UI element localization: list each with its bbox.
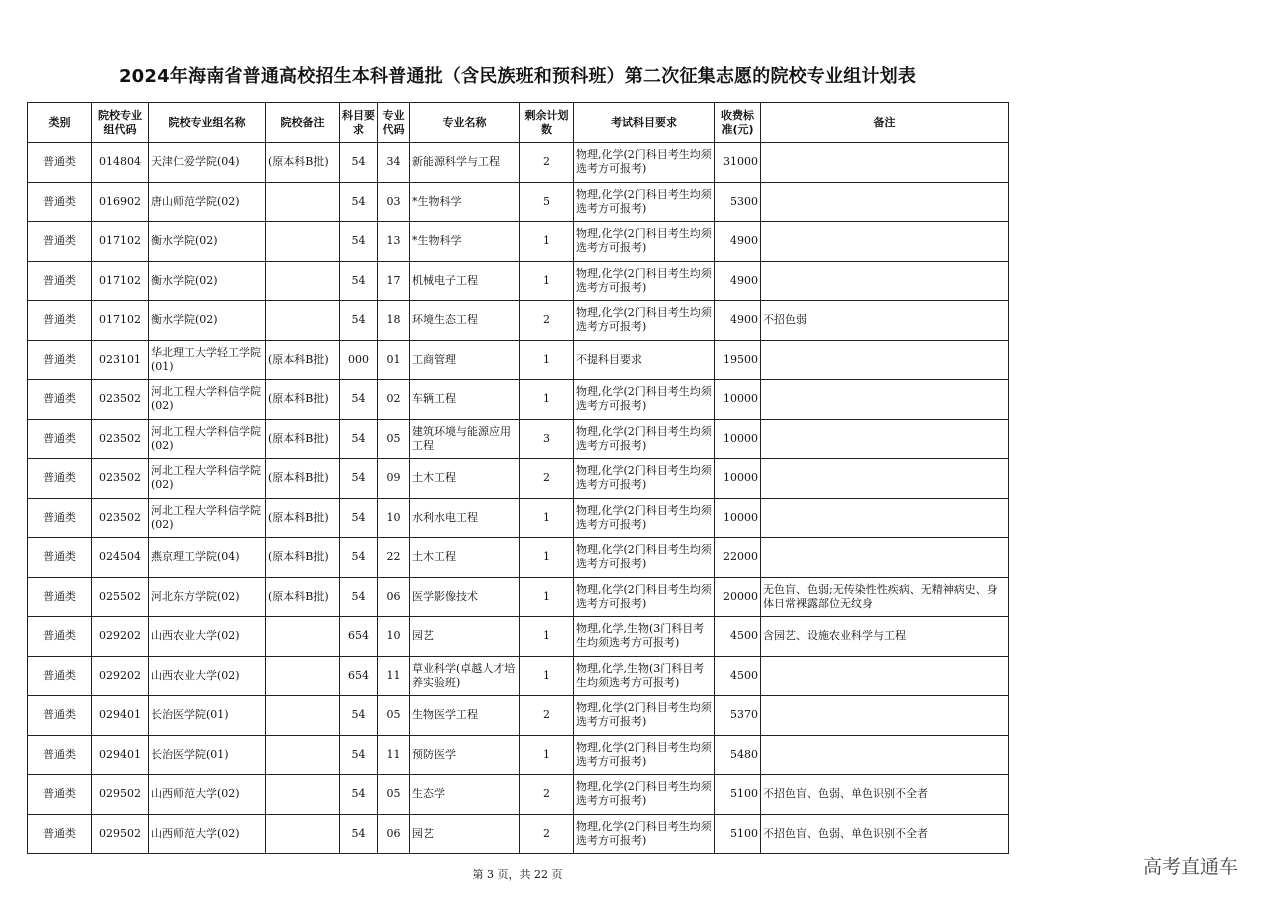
cell-major-code: 11	[378, 735, 410, 775]
table-body	[28, 143, 1009, 854]
cell-major-code: 02	[378, 380, 410, 420]
cell-group-code: 014804	[92, 143, 149, 183]
cell-group-name: 华北理工大学轻工学院(01)	[149, 340, 266, 380]
cell-fee: 4500	[715, 617, 761, 657]
cell-exam-req: 物理,化学(2门科目考生均须选考方可报考)	[574, 261, 715, 301]
cell-remaining: 2	[520, 459, 574, 499]
cell-category: 普通类	[28, 459, 92, 499]
cell-subject-req: 54	[340, 775, 378, 815]
cell-major-name: 水利水电工程	[410, 498, 520, 538]
cell-major-name: 生态学	[410, 775, 520, 815]
cell-group-code: 029502	[92, 814, 149, 854]
cell-subject-req: 654	[340, 617, 378, 657]
header-group-code: 院校专业组代码	[92, 103, 149, 143]
cell-major-code: 10	[378, 498, 410, 538]
cell-group-code: 029202	[92, 617, 149, 657]
page-title: 2024年海南省普通高校招生本科普通批（含民族班和预科班）第二次征集志愿的院校专业组计划表	[118, 66, 917, 87]
cell-major-name: 园艺	[410, 617, 520, 657]
cell-major-code: 22	[378, 538, 410, 578]
cell-subject-req: 54	[340, 696, 378, 736]
cell-remaining: 1	[520, 340, 574, 380]
cell-major-name: 工商管理	[410, 340, 520, 380]
cell-fee: 4500	[715, 656, 761, 696]
cell-exam-req: 物理,化学(2门科目考生均须选考方可报考)	[574, 735, 715, 775]
cell-remark	[761, 459, 1009, 499]
cell-remaining: 5	[520, 182, 574, 222]
cell-school-note	[266, 301, 340, 341]
cell-subject-req: 54	[340, 498, 378, 538]
cell-group-name: 山西农业大学(02)	[149, 617, 266, 657]
cell-major-code: 05	[378, 775, 410, 815]
cell-category: 普通类	[28, 735, 92, 775]
cell-remaining: 1	[520, 380, 574, 420]
cell-group-code: 023502	[92, 498, 149, 538]
cell-group-code: 017102	[92, 301, 149, 341]
cell-group-code: 023101	[92, 340, 149, 380]
cell-remaining: 2	[520, 775, 574, 815]
cell-exam-req: 物理,化学,生物(3门科目考生均须选考方可报考)	[574, 617, 715, 657]
cell-group-code: 017102	[92, 261, 149, 301]
cell-category: 普通类	[28, 696, 92, 736]
cell-group-name: 河北东方学院(02)	[149, 577, 266, 617]
cell-subject-req: 54	[340, 814, 378, 854]
cell-group-code: 023502	[92, 459, 149, 499]
cell-major-code: 09	[378, 459, 410, 499]
cell-major-name: 园艺	[410, 814, 520, 854]
cell-remaining: 2	[520, 814, 574, 854]
table-row	[28, 301, 1009, 341]
cell-group-code: 029202	[92, 656, 149, 696]
plan-table	[27, 102, 1009, 854]
header-major-name: 专业名称	[410, 103, 520, 143]
cell-subject-req: 000	[340, 340, 378, 380]
cell-fee: 31000	[715, 143, 761, 183]
cell-group-name: 河北工程大学科信学院(02)	[149, 498, 266, 538]
cell-category: 普通类	[28, 498, 92, 538]
cell-remark	[761, 735, 1009, 775]
cell-subject-req: 54	[340, 301, 378, 341]
header-group-name: 院校专业组名称	[149, 103, 266, 143]
cell-fee: 5300	[715, 182, 761, 222]
cell-major-code: 05	[378, 419, 410, 459]
table-row	[28, 459, 1009, 499]
cell-major-code: 18	[378, 301, 410, 341]
cell-remark	[761, 419, 1009, 459]
cell-category: 普通类	[28, 656, 92, 696]
cell-fee: 4900	[715, 261, 761, 301]
cell-fee: 4900	[715, 301, 761, 341]
cell-remark	[761, 340, 1009, 380]
cell-exam-req: 物理,化学(2门科目考生均须选考方可报考)	[574, 380, 715, 420]
cell-category: 普通类	[28, 419, 92, 459]
cell-remaining: 1	[520, 656, 574, 696]
cell-remaining: 1	[520, 617, 574, 657]
cell-fee: 5480	[715, 735, 761, 775]
cell-group-name: 长治医学院(01)	[149, 735, 266, 775]
table-row	[28, 617, 1009, 657]
cell-group-name: 唐山师范学院(02)	[149, 182, 266, 222]
cell-remaining: 2	[520, 143, 574, 183]
cell-remark	[761, 498, 1009, 538]
cell-category: 普通类	[28, 222, 92, 262]
cell-school-note: (原本科B批)	[266, 340, 340, 380]
cell-remaining: 1	[520, 735, 574, 775]
cell-major-name: 生物医学工程	[410, 696, 520, 736]
cell-remaining: 1	[520, 538, 574, 578]
cell-group-name: 山西农业大学(02)	[149, 656, 266, 696]
cell-remaining: 3	[520, 419, 574, 459]
cell-group-code: 024504	[92, 538, 149, 578]
cell-subject-req: 54	[340, 577, 378, 617]
cell-exam-req: 物理,化学(2门科目考生均须选考方可报考)	[574, 419, 715, 459]
cell-remark	[761, 143, 1009, 183]
cell-major-code: 03	[378, 182, 410, 222]
table-row	[28, 380, 1009, 420]
cell-school-note: (原本科B批)	[266, 538, 340, 578]
header-exam-req: 考试科目要求	[574, 103, 715, 143]
cell-fee: 10000	[715, 380, 761, 420]
cell-exam-req: 物理,化学(2门科目考生均须选考方可报考)	[574, 301, 715, 341]
cell-group-code: 023502	[92, 419, 149, 459]
cell-fee: 20000	[715, 577, 761, 617]
table-row	[28, 735, 1009, 775]
cell-exam-req: 物理,化学(2门科目考生均须选考方可报考)	[574, 814, 715, 854]
header-remark: 备注	[761, 103, 1009, 143]
cell-fee: 10000	[715, 459, 761, 499]
cell-exam-req: 物理,化学(2门科目考生均须选考方可报考)	[574, 538, 715, 578]
cell-major-code: 11	[378, 656, 410, 696]
cell-school-note: (原本科B批)	[266, 419, 340, 459]
cell-remark	[761, 261, 1009, 301]
cell-major-code: 34	[378, 143, 410, 183]
cell-subject-req: 54	[340, 182, 378, 222]
cell-major-name: 环境生态工程	[410, 301, 520, 341]
cell-subject-req: 54	[340, 735, 378, 775]
cell-group-name: 山西师范大学(02)	[149, 775, 266, 815]
cell-school-note	[266, 222, 340, 262]
table-row	[28, 577, 1009, 617]
cell-remark: 不招色盲、色弱、单色识别不全者	[761, 775, 1009, 815]
table-row	[28, 696, 1009, 736]
cell-major-code: 05	[378, 696, 410, 736]
cell-major-name: 土木工程	[410, 459, 520, 499]
cell-major-code: 01	[378, 340, 410, 380]
cell-school-note	[266, 261, 340, 301]
cell-group-code: 025502	[92, 577, 149, 617]
cell-group-name: 河北工程大学科信学院(02)	[149, 459, 266, 499]
cell-major-code: 06	[378, 814, 410, 854]
cell-category: 普通类	[28, 301, 92, 341]
cell-major-name: 土木工程	[410, 538, 520, 578]
header-school-note: 院校备注	[266, 103, 340, 143]
cell-exam-req: 物理,化学,生物(3门科目考生均须选考方可报考)	[574, 656, 715, 696]
cell-school-note	[266, 696, 340, 736]
cell-remark: 不招色盲、色弱、单色识别不全者	[761, 814, 1009, 854]
table-row	[28, 419, 1009, 459]
cell-fee: 10000	[715, 419, 761, 459]
cell-school-note	[266, 735, 340, 775]
cell-fee: 4900	[715, 222, 761, 262]
cell-category: 普通类	[28, 143, 92, 183]
cell-major-code: 10	[378, 617, 410, 657]
table-row	[28, 182, 1009, 222]
cell-group-code: 029502	[92, 775, 149, 815]
cell-subject-req: 54	[340, 143, 378, 183]
cell-school-note	[266, 814, 340, 854]
cell-group-name: 长治医学院(01)	[149, 696, 266, 736]
cell-group-code: 029401	[92, 735, 149, 775]
cell-group-code: 017102	[92, 222, 149, 262]
header-remaining: 剩余计划数	[520, 103, 574, 143]
table-row	[28, 656, 1009, 696]
cell-school-note	[266, 617, 340, 657]
cell-group-name: 衡水学院(02)	[149, 301, 266, 341]
table-row	[28, 538, 1009, 578]
header-fee: 收费标准(元)	[715, 103, 761, 143]
cell-major-name: 草业科学(卓越人才培养实验班)	[410, 656, 520, 696]
cell-fee: 5100	[715, 814, 761, 854]
cell-school-note	[266, 775, 340, 815]
cell-major-name: 新能源科学与工程	[410, 143, 520, 183]
cell-fee: 5100	[715, 775, 761, 815]
watermark: 高考直通车	[1143, 856, 1239, 878]
cell-school-note	[266, 182, 340, 222]
cell-subject-req: 654	[340, 656, 378, 696]
cell-exam-req: 物理,化学(2门科目考生均须选考方可报考)	[574, 182, 715, 222]
cell-remaining: 2	[520, 696, 574, 736]
cell-exam-req: 物理,化学(2门科目考生均须选考方可报考)	[574, 696, 715, 736]
cell-group-name: 山西师范大学(02)	[149, 814, 266, 854]
cell-major-code: 06	[378, 577, 410, 617]
cell-school-note: (原本科B批)	[266, 380, 340, 420]
cell-fee: 10000	[715, 498, 761, 538]
cell-fee: 22000	[715, 538, 761, 578]
cell-subject-req: 54	[340, 459, 378, 499]
header-category: 类别	[28, 103, 92, 143]
cell-group-name: 河北工程大学科信学院(02)	[149, 419, 266, 459]
table-row	[28, 498, 1009, 538]
cell-group-code: 023502	[92, 380, 149, 420]
cell-exam-req: 物理,化学(2门科目考生均须选考方可报考)	[574, 143, 715, 183]
table-row	[28, 222, 1009, 262]
cell-group-code: 016902	[92, 182, 149, 222]
table-row	[28, 814, 1009, 854]
cell-subject-req: 54	[340, 222, 378, 262]
cell-exam-req: 物理,化学(2门科目考生均须选考方可报考)	[574, 498, 715, 538]
cell-category: 普通类	[28, 775, 92, 815]
table-row	[28, 261, 1009, 301]
cell-major-name: 预防医学	[410, 735, 520, 775]
cell-category: 普通类	[28, 538, 92, 578]
cell-remark	[761, 656, 1009, 696]
cell-group-name: 燕京理工学院(04)	[149, 538, 266, 578]
cell-remark: 不招色弱	[761, 301, 1009, 341]
cell-remark: 无色盲、色弱;无传染性性疾病、无精神病史、身体日常裸露部位无纹身	[761, 577, 1009, 617]
cell-subject-req: 54	[340, 538, 378, 578]
cell-school-note: (原本科B批)	[266, 459, 340, 499]
cell-remark	[761, 696, 1009, 736]
cell-category: 普通类	[28, 261, 92, 301]
cell-exam-req: 物理,化学(2门科目考生均须选考方可报考)	[574, 222, 715, 262]
cell-remaining: 1	[520, 222, 574, 262]
cell-major-name: 医学影像技术	[410, 577, 520, 617]
header-subject-req: 科目要求	[340, 103, 378, 143]
cell-group-name: 衡水学院(02)	[149, 222, 266, 262]
cell-group-name: 天津仁爱学院(04)	[149, 143, 266, 183]
cell-fee: 5370	[715, 696, 761, 736]
cell-remark	[761, 380, 1009, 420]
cell-major-name: 建筑环境与能源应用工程	[410, 419, 520, 459]
cell-exam-req: 不提科目要求	[574, 340, 715, 380]
table-row	[28, 340, 1009, 380]
page-number: 第 3 页，共 22 页	[472, 868, 563, 881]
cell-exam-req: 物理,化学(2门科目考生均须选考方可报考)	[574, 459, 715, 499]
cell-category: 普通类	[28, 182, 92, 222]
cell-remaining: 2	[520, 301, 574, 341]
cell-remaining: 1	[520, 498, 574, 538]
cell-school-note: (原本科B批)	[266, 577, 340, 617]
cell-school-note: (原本科B批)	[266, 143, 340, 183]
cell-major-name: *生物科学	[410, 182, 520, 222]
cell-remaining: 1	[520, 261, 574, 301]
cell-school-note	[266, 656, 340, 696]
cell-major-name: 机械电子工程	[410, 261, 520, 301]
cell-major-code: 13	[378, 222, 410, 262]
cell-major-name: 车辆工程	[410, 380, 520, 420]
cell-major-code: 17	[378, 261, 410, 301]
cell-subject-req: 54	[340, 380, 378, 420]
cell-remark	[761, 222, 1009, 262]
cell-group-code: 029401	[92, 696, 149, 736]
table-row	[28, 775, 1009, 815]
table-header-row	[28, 103, 1009, 143]
cell-group-name: 河北工程大学科信学院(02)	[149, 380, 266, 420]
cell-remaining: 1	[520, 577, 574, 617]
cell-subject-req: 54	[340, 419, 378, 459]
cell-remark	[761, 538, 1009, 578]
cell-category: 普通类	[28, 577, 92, 617]
cell-remark: 含园艺、设施农业科学与工程	[761, 617, 1009, 657]
cell-category: 普通类	[28, 380, 92, 420]
header-major-code: 专业代码	[378, 103, 410, 143]
cell-major-name: *生物科学	[410, 222, 520, 262]
cell-fee: 19500	[715, 340, 761, 380]
cell-group-name: 衡水学院(02)	[149, 261, 266, 301]
cell-school-note: (原本科B批)	[266, 498, 340, 538]
cell-category: 普通类	[28, 340, 92, 380]
cell-subject-req: 54	[340, 261, 378, 301]
table-row	[28, 143, 1009, 183]
cell-category: 普通类	[28, 617, 92, 657]
cell-exam-req: 物理,化学(2门科目考生均须选考方可报考)	[574, 577, 715, 617]
cell-category: 普通类	[28, 814, 92, 854]
cell-exam-req: 物理,化学(2门科目考生均须选考方可报考)	[574, 775, 715, 815]
cell-remark	[761, 182, 1009, 222]
